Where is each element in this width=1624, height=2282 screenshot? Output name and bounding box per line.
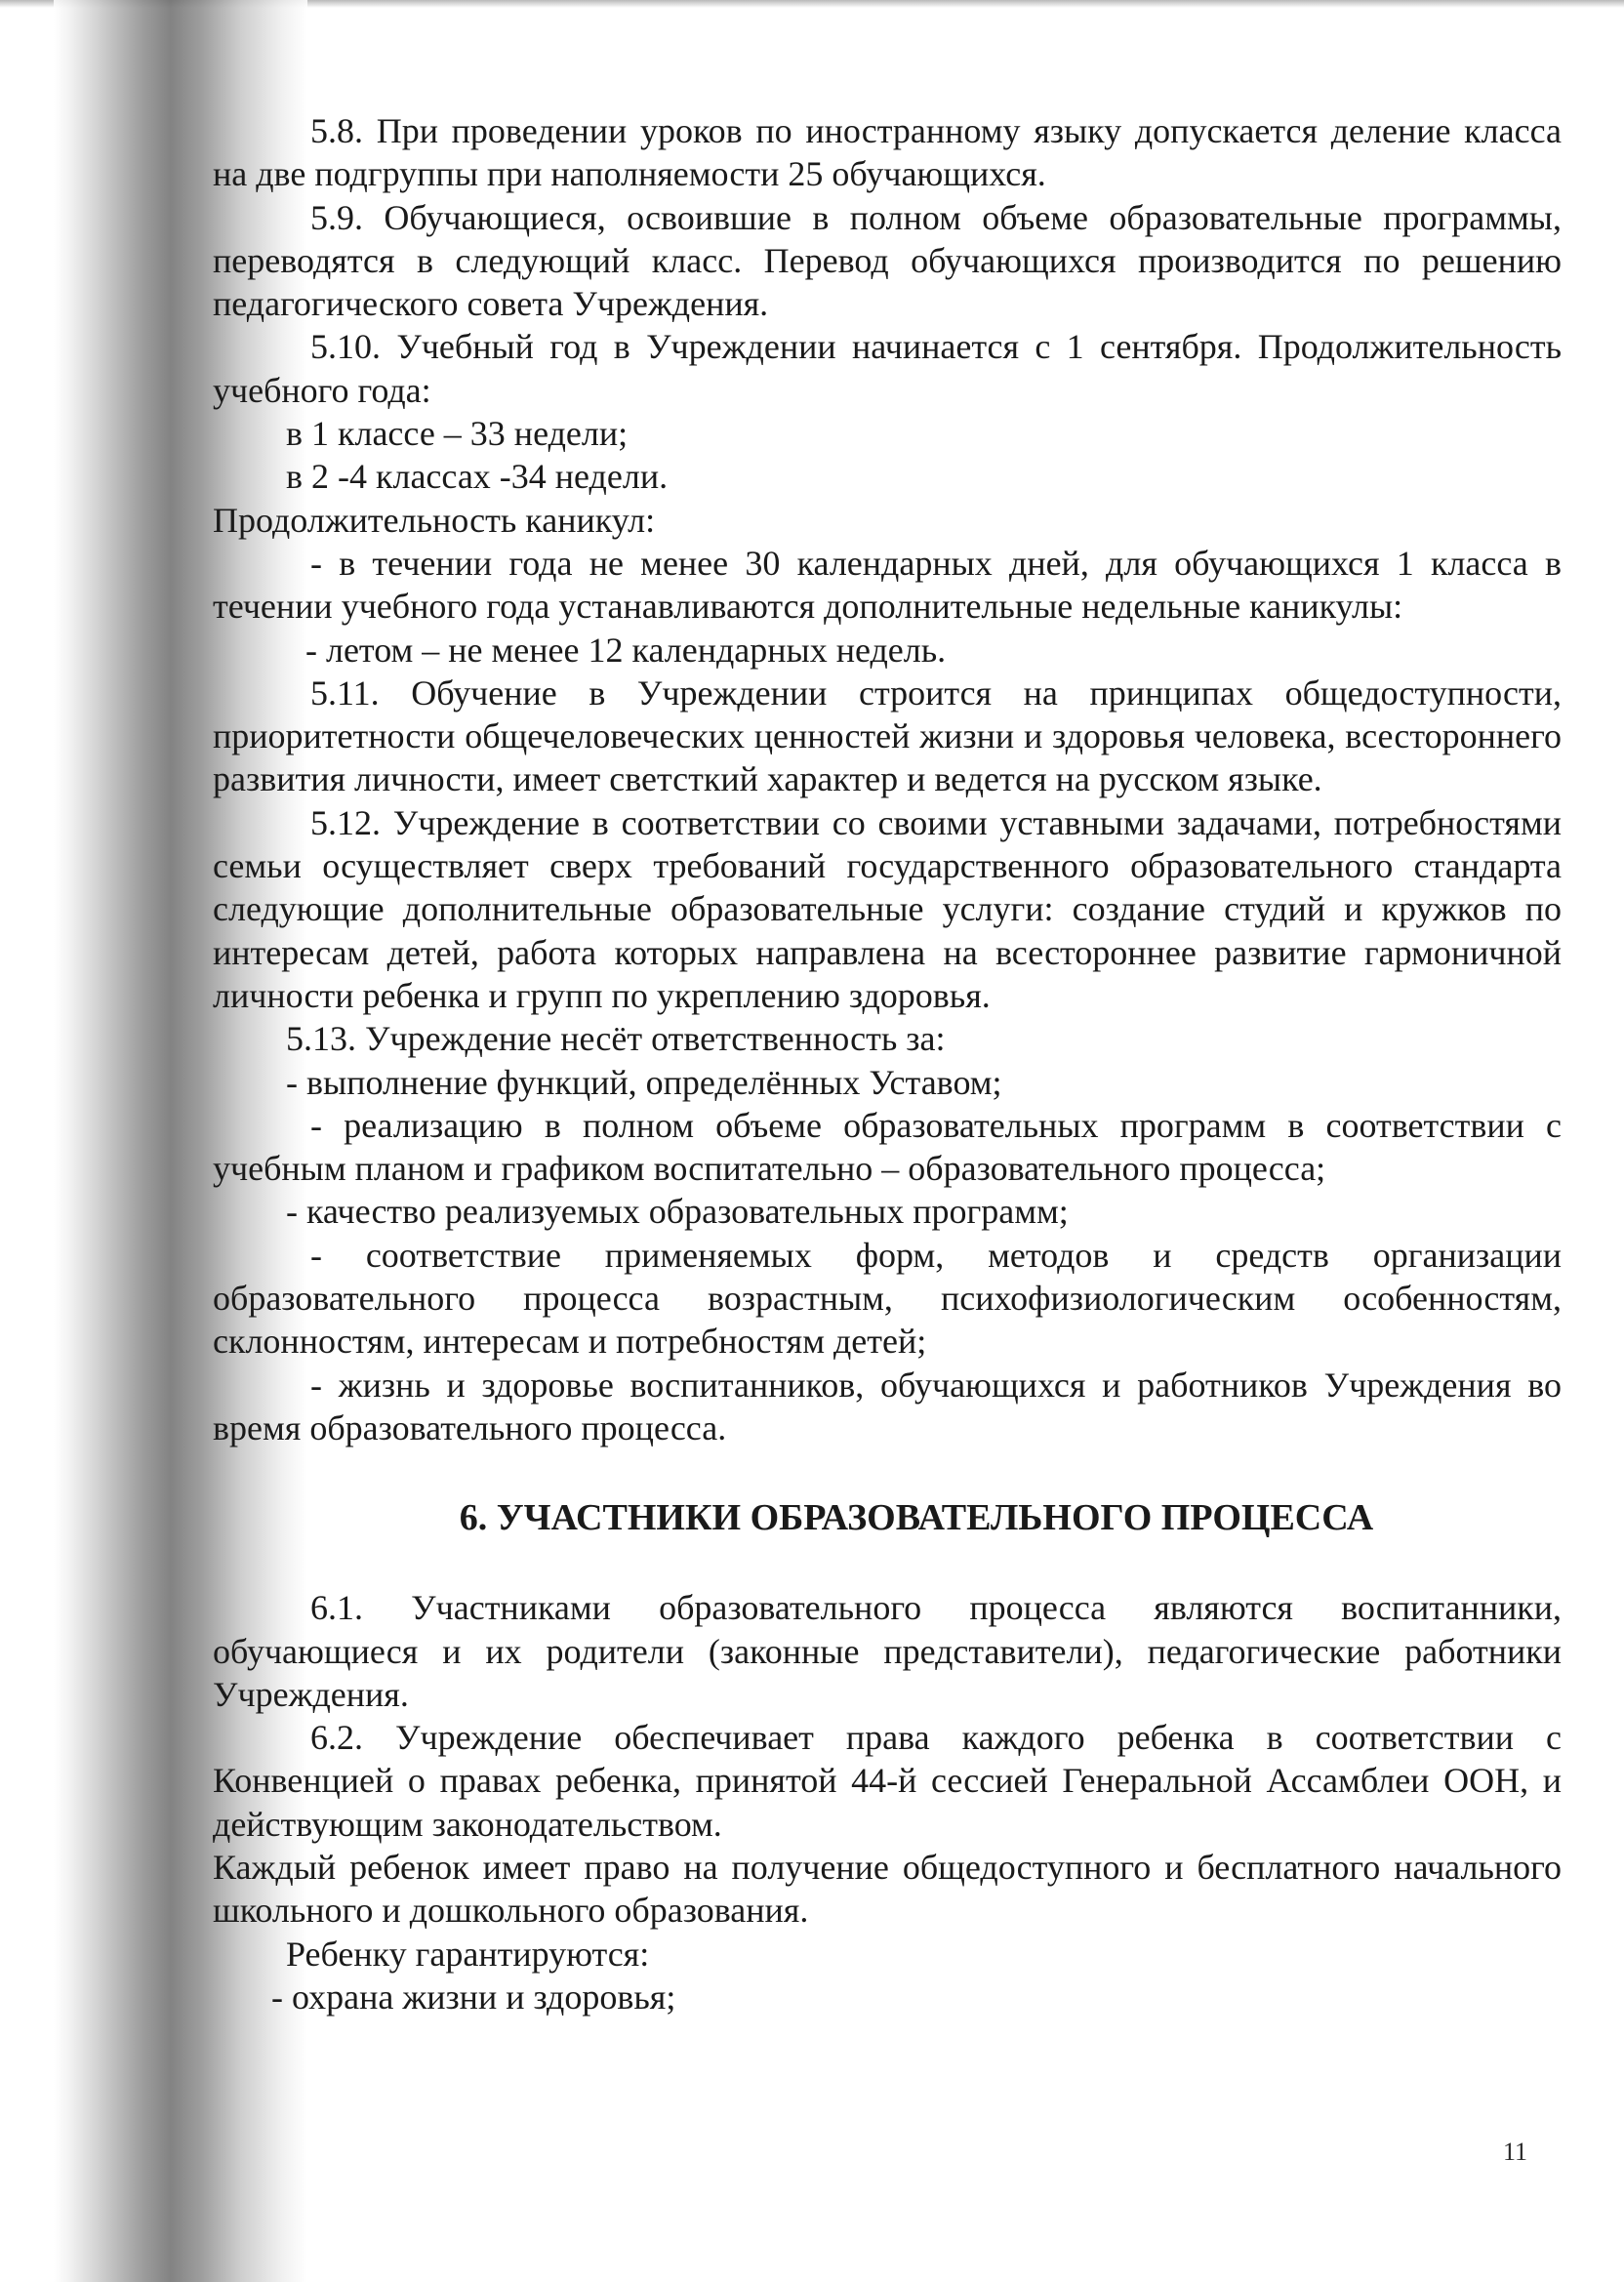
section-title: 6. УЧАСТНИКИ ОБРАЗОВАТЕЛЬНОГО ПРОЦЕССА (459, 1497, 1374, 1539)
document-body (213, 109, 1562, 2018)
paragraph: 5.13. Учреждение несёт ответственность за: (286, 1019, 946, 1059)
paragraph: 6.2. Учреждение обеспечивает права каждого ребенка в соответствии с Конвенцией о правах ребенка, принятой 44-й сессией Генеральной Ассамблеи ООН, и действующим законодательством. (213, 1718, 1562, 1844)
paragraph: - охрана жизни и здоровья; (271, 1976, 676, 2017)
paragraph: в 2 -4 классах -34 недели. (286, 457, 669, 497)
paragraph: - соответствие применяемых форм, методов и средств организации образовательного процесса возрастным, психофизиологическим особенностям, склонностям, интересам и потребностям детей; (213, 1235, 1562, 1362)
page-number: 11 (1503, 2138, 1528, 2166)
paragraph: - качество реализуемых образовательных программ; (286, 1192, 1069, 1232)
paragraph: Ребенку гарантируются: (286, 1934, 650, 1974)
paragraph: 5.9. Обучающиеся, освоившие в полном объеме образовательные программы, переводятся в следующий класс. Перевод обучающихся производится по решению педагогического совета Учреждения. (213, 197, 1562, 324)
paragraph: 6.1. Участниками образовательного процесса являются воспитанники, обучающиеся и их родители (законные представители), педагогические работники Учреждения. (213, 1588, 1562, 1714)
paragraph: 5.12. Учреждение в соответствии со своими уставными задачами, потребностями семьи осуществляет сверх требований государственного образовательного стандарта следующие дополнительные образовательные услуги: создание студий и кружков по интересам детей, работа которых направлена на всестороннее развитие гармоничной личности ребенка и групп по укреплению здоровья. (213, 802, 1562, 1015)
paragraph: в 1 классе – 33 недели; (286, 414, 629, 454)
paragraph: - реализацию в полном объеме образовательных программ в соответствии с учебным планом и графиком воспитательно – образовательного процесса; (213, 1105, 1562, 1189)
paragraph: - летом – не менее 12 календарных недель. (305, 630, 947, 670)
paragraph: Каждый ребенок имеет право на получение общедоступного и бесплатного начального школьного и дошкольного образования. (213, 1847, 1562, 1931)
paragraph: Продолжительность каникул: (213, 500, 656, 540)
paragraphs-before-section (213, 109, 1562, 1449)
paragraph: 5.11. Обучение в Учреждении строится на принципах общедоступности, приоритетности общечеловеческих ценностей жизни и здоровья человека, всестороннего развития личности, имеет светсткий характер и ведется на русском языке. (213, 672, 1562, 799)
paragraph: - выполнение функций, определённых Уставом; (286, 1062, 1002, 1102)
paragraph: - в течении года не менее 30 календарных дней, для обучающихся 1 класса в течении учебного года устанавливаются дополнительные недельные каникулы: (213, 543, 1562, 627)
paragraph: 5.8. При проведении уроков по иностранному языку допускается деление класса на две подгруппы при наполняемости 25 обучающихся. (213, 111, 1562, 194)
paragraph: - жизнь и здоровье воспитанников, обучающихся и работников Учреждения во время образовательного процесса. (213, 1365, 1562, 1447)
paragraphs-after-section (213, 1586, 1562, 2018)
paragraph: 5.10. Учебный год в Учреждении начинается с 1 сентября. Продолжительность учебного года: (213, 327, 1562, 410)
